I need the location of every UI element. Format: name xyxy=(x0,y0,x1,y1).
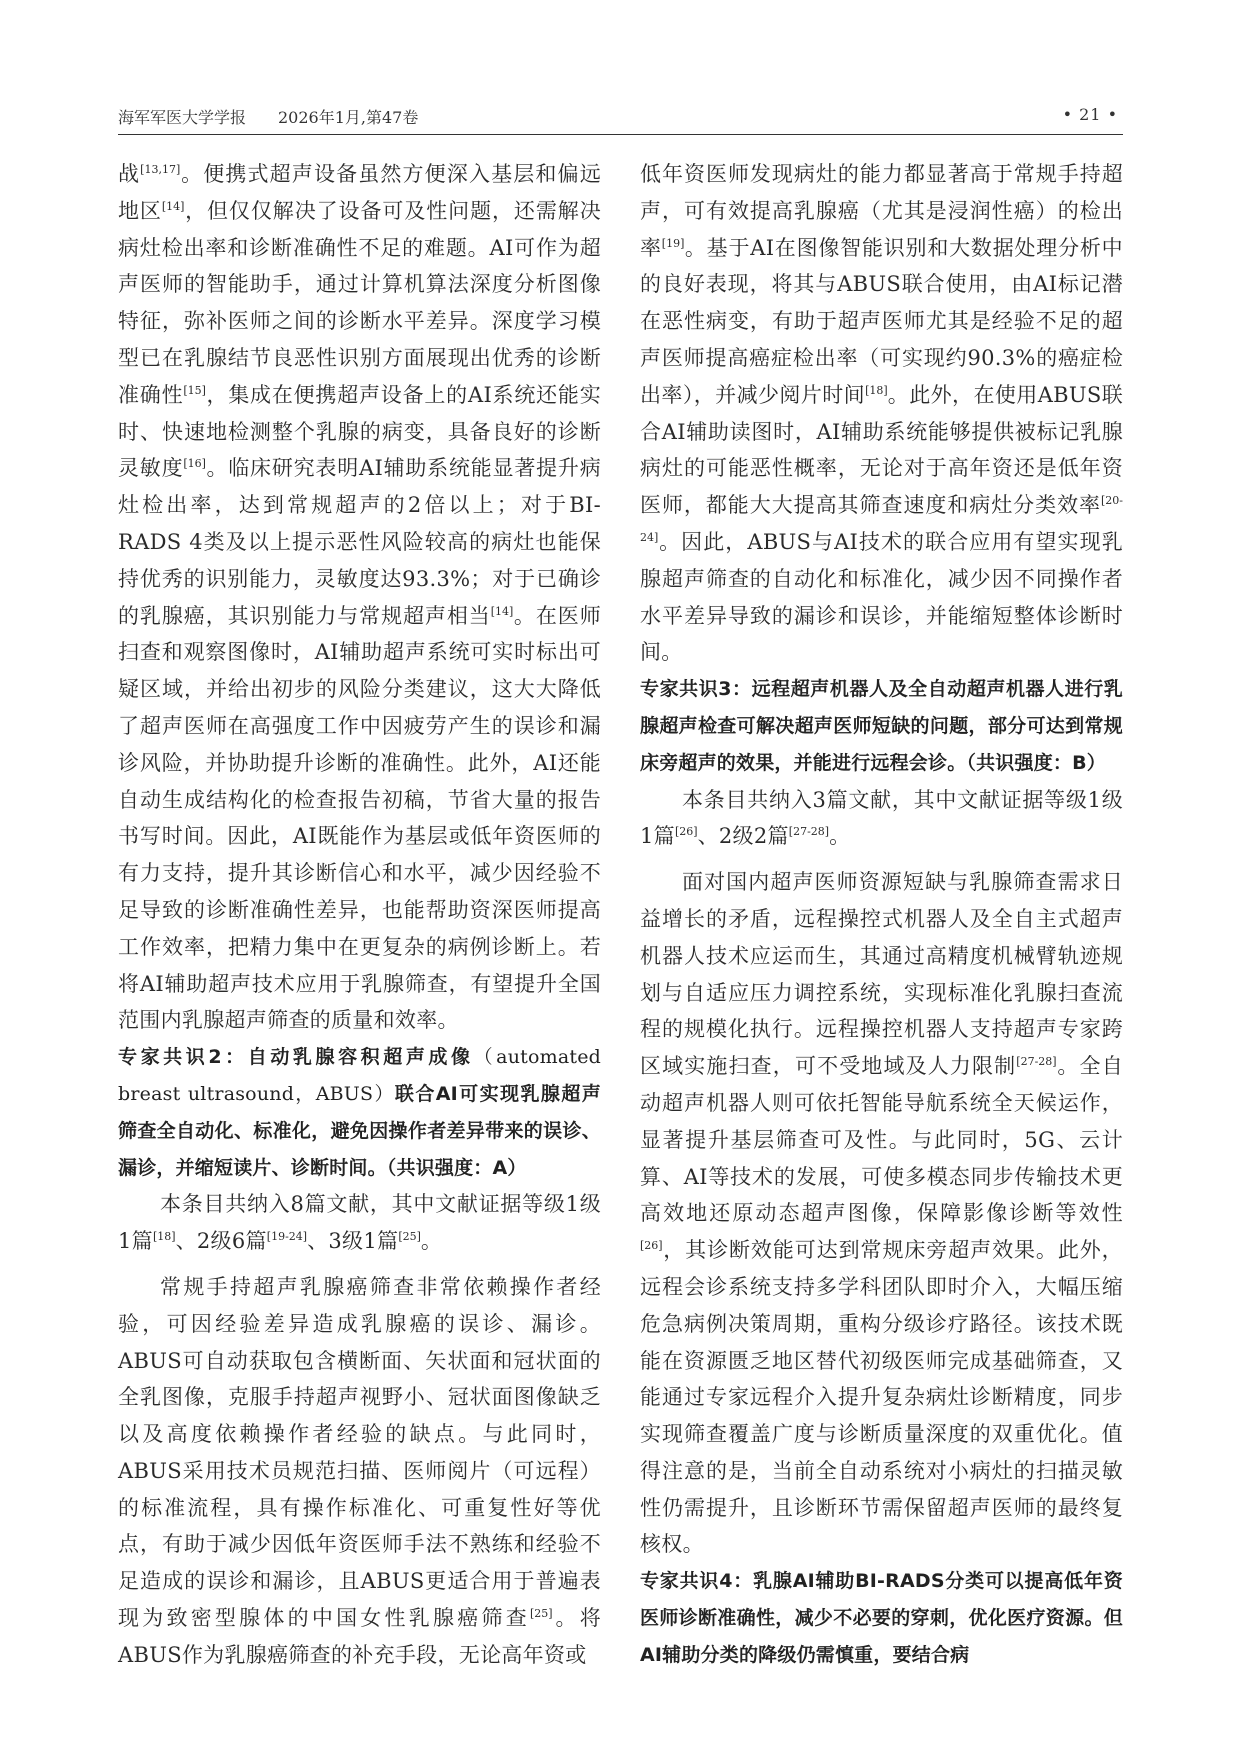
text-run: 战 xyxy=(118,162,141,186)
left-column xyxy=(118,156,601,1674)
citation-ref: [18] xyxy=(865,383,888,397)
heading-text: 专家共识2：自动乳腺容积超声成像 xyxy=(118,1046,474,1069)
citation-ref: [26] xyxy=(674,825,698,839)
citation-ref: [25] xyxy=(529,1607,553,1621)
right-column xyxy=(640,156,1123,1674)
text-run: 。此外，在使用ABUS联合AI辅助读图时，AI辅助系统能够提供被标记乳腺病灶的可能恶性概率，无论对于高年资还是低年资医师，都能大大提高其筛查速度和病灶分类效率 xyxy=(640,382,1123,518)
header-rule xyxy=(118,134,1123,135)
heading-text: 联合AI可实现乳腺超声筛查全自动化、标准化，避免因操作者差异带来的误诊、漏诊，并缩短读片、诊断时间。（共识强度：A） xyxy=(118,1082,601,1179)
text-run: 常规手持超声乳腺癌筛查非常依赖操作者经验，可因经验差异造成乳腺癌的误诊、漏诊。ABUS可自动获取包含横断面、矢状面和冠状面的全乳图像，克服手持超声视野小、冠状面图像缺乏以及高度依赖操作者经验的缺点。与此同时，ABUS采用技术员规范扫描、医师阅片（可远程）的标准流程，具有操作标准化、可重复性好等优点，有助于减少因低年资医师手法不熟练和经验不足造成的误诊和漏诊，且ABUS更适合用于普遍表现为致密型腺体的中国女性乳腺癌筛查 xyxy=(118,1274,601,1631)
running-header xyxy=(118,99,1118,129)
citation-ref: [19-24] xyxy=(266,1230,308,1244)
citation-ref: [27-28] xyxy=(1016,1055,1057,1069)
text-run: 。在医师扫查和观察图像时，AI辅助超声系统可实时标出可疑区域，并给出初步的风险分类建议，这大大降低了超声医师在高强度工作中因疲劳产生的误诊和漏诊风险，并协助提升诊断的准确性。此外，AI还能自动生成结构化的检查报告初稿，节省大量的报告书写时间。因此，AI既能作为基层或低年资医师的有力支持，提升其诊断信心和水平，减少因经验不足导致的诊断准确性差异，也能帮助资深医师提高工作效率，把精力集中在更复杂的病例诊断上。若将AI辅助超声技术应用于乳腺筛查，有望提升全国范围内乳腺超声筛查的质量和效率。 xyxy=(118,603,601,1033)
text-run: ，但仅仅解决了设备可及性问题，还需解决病灶检出率和诊断准确性不足的难题。AI可作为超声医师的智能助手，通过计算机算法深度分析图像特征，弥补医师之间的诊断水平差异。深度学习模型已在乳腺结节良恶性识别方面展现出优秀的诊断准确性 xyxy=(118,198,601,407)
issue-info: 2026年1月,第47卷 xyxy=(278,108,419,127)
citation-ref: [25] xyxy=(398,1230,421,1244)
body-paragraph xyxy=(640,156,1123,671)
text-run: 。临床研究表明AI辅助系统能显著提升病灶检出率，达到常规超声的2倍以上；对于BI-RADS 4类及以上提示恶性风险较高的病灶也能保持优秀的识别能力，灵敏度达93.3%；对于已确诊的乳腺癌，其识别能力与常规超声相当 xyxy=(118,456,601,628)
citation-ref: [15] xyxy=(183,383,206,397)
text-run: 、3级1篇 xyxy=(307,1229,399,1254)
body-paragraph xyxy=(118,1186,601,1260)
text-run: 。将ABUS作为乳腺癌筛查的补充手段，无论高年资或 xyxy=(118,1606,601,1667)
text-run: 。 xyxy=(829,824,851,849)
citation-ref: [14] xyxy=(490,604,514,618)
text-run: 。基于AI在图像智能识别和大数据处理分析中的良好表现，将其与ABUS联合使用，由AI标记潜在恶性病变，有助于超声医师尤其是经验不足的超声医师提高癌症检出率（可实现约90.3%的癌症检出率），并减少阅片时间 xyxy=(640,235,1123,407)
text-run: 、2级2篇 xyxy=(697,824,789,849)
heading-text: 专家共识4：乳腺AI辅助BI-RADS分类可以提高低年资医师诊断准确性，减少不必要的穿刺，优化医疗资源。但AI辅助分类的降级仍需慎重，要结合病 xyxy=(640,1570,1123,1666)
consensus-3-heading xyxy=(640,671,1123,781)
page-number: • 21 • xyxy=(1062,105,1118,124)
citation-ref: [20-24] xyxy=(640,494,1123,544)
consensus-2-heading xyxy=(118,1039,601,1186)
citation-ref: [26] xyxy=(640,1239,663,1253)
heading-roman-text: （automated breast ultrasound，ABUS） xyxy=(118,1046,602,1105)
text-run: ，其诊断效能可达到常规床旁超声效果。此外，远程会诊系统支持多学科团队即时介入，大幅压缩危急病例决策周期，重构分级诊疗路径。该技术既能在资源匮乏地区替代初级医师完成基础筛查，又能通过专家远程介入提升复杂病灶诊断精度，同步实现筛查覆盖广度与诊断质量深度的双重优化。值得注意的是，当前全自动系统对小病灶的扫描灵敏性仍需提升，且诊断环节需保留超声医师的最终复核权。 xyxy=(640,1238,1123,1557)
text-run: 、2级6篇 xyxy=(175,1229,267,1254)
text-run: 低年资医师发现病灶的能力都显著高于常规手持超声，可有效提高乳腺癌（尤其是浸润性癌）的检出率 xyxy=(640,162,1123,260)
body-paragraph xyxy=(118,1269,601,1674)
journal-name: 海军军医大学学报 xyxy=(118,108,247,127)
text-run: 。便携式超声设备虽然方便深入基层和偏远地区 xyxy=(118,162,601,223)
text-run: 。全自动超声机器人则可依托智能导航系统全天候运作，显著提升基层筛查可及性。与此同时，5G、云计算、AI等技术的发展，可使多模态同步传输技术更高效地还原动态超声图像，保障影像诊断等效性 xyxy=(640,1054,1123,1226)
text-run: 本条目共纳入8篇文献，其中文献证据等级1级1篇 xyxy=(118,1192,601,1254)
citation-ref: [19] xyxy=(661,236,685,250)
body-paragraph xyxy=(640,782,1123,856)
consensus-4-heading xyxy=(640,1563,1123,1673)
citation-ref: [27-28] xyxy=(788,825,830,839)
citation-ref: [14] xyxy=(161,199,185,213)
citation-ref: [16] xyxy=(183,457,206,471)
text-run: ，集成在便携超声设备上的AI系统还能实时、快速地检测整个乳腺的病变，具备良好的诊断灵敏度 xyxy=(118,382,601,481)
body-paragraph xyxy=(640,864,1123,1563)
heading-text: 专家共识3：远程超声机器人及全自动超声机器人进行乳腺超声检查可解决超声医师短缺的问题，部分可达到常规床旁超声的效果，并能进行远程会诊。（共识强度：B） xyxy=(640,678,1123,774)
text-run: 本条目共纳入3篇文献，其中文献证据等级1级1篇 xyxy=(640,787,1123,849)
body-paragraph xyxy=(118,156,601,1039)
citation-ref: [18] xyxy=(152,1230,176,1244)
citation-ref: [13,17] xyxy=(140,163,181,176)
text-run: 。 xyxy=(420,1229,443,1254)
text-run: 面对国内超声医师资源短缺与乳腺筛查需求日益增长的矛盾，远程操控式机器人及全自主式超声机器人技术应运而生，其通过高精度机械臂轨迹规划与自适应压力调控系统，实现标准化乳腺扫查流程的规模化执行。远程操控机器人支持超声专家跨区域实施扫查，可不受地域及人力限制 xyxy=(640,870,1123,1079)
text-run: 。因此，ABUS与AI技术的联合应用有望实现乳腺超声筛查的自动化和标准化，减少因不同操作者水平差异导致的漏诊和误诊，并能缩短整体诊断时间。 xyxy=(640,529,1123,665)
